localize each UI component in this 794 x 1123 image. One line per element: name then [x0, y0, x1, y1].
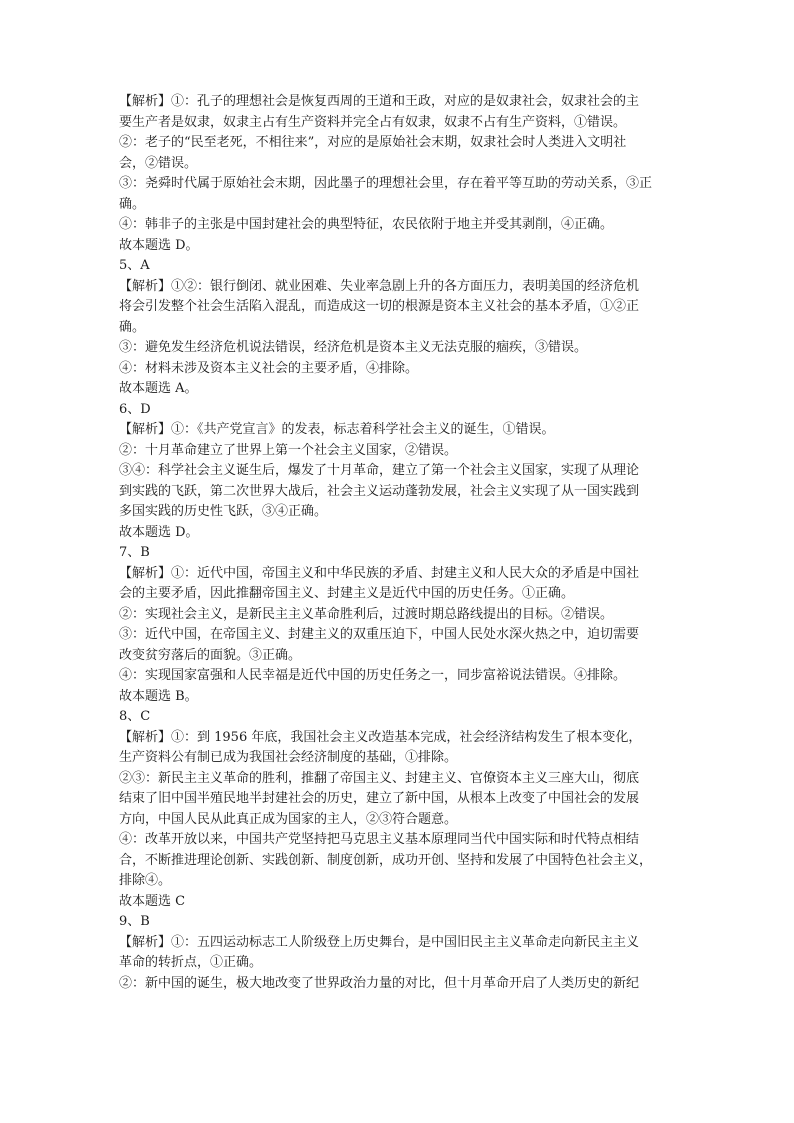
text-line: 【解析】①：五四运动标志工人阶级登上历史舞台，是中国旧民主主义革命走向新民主主义	[119, 934, 640, 950]
text-line: 故本题选 D。	[119, 524, 199, 540]
text-line: 革命的转折点，①正确。	[119, 955, 263, 970]
text-line: 将会引发整个社会生活陷入混乱，而造成这一切的根源是资本主义社会的基本矛盾，①②正	[119, 299, 640, 314]
text-line: ④：韩非子的主张是中国封建社会的典型特征，农民依附于地主并受其剥削，④正确。	[119, 217, 614, 232]
text-line: ②：实现社会主义，是新民主主义革命胜利后，过渡时期总路线提出的目标。②错误。	[119, 606, 614, 622]
text-line: 8、C	[119, 709, 151, 724]
text-line: ②：十月革命建立了世界上第一个社会主义国家，②错误。	[119, 442, 458, 458]
text-line: 到实践的飞跃，第二次世界大战后，社会主义运动蓬勃发展，社会主义实现了从一国实践到	[119, 483, 640, 499]
text-line: ④：改革开放以来，中国共产党坚持把马克思主义基本原理同当代中国实际和时代特点相结	[119, 832, 640, 847]
text-line: ③：近代中国，在帝国主义、封建主义的双重压迫下，中国人民处水深火热之中，迫切需要	[119, 627, 640, 642]
text-line: 【解析】①：孔子的理想社会是恢复西周的王道和王政，对应的是奴隶社会，奴隶社会的主	[119, 94, 640, 109]
text-line: 多国实践的历史性飞跃，③④正确。	[119, 504, 328, 519]
text-line: 【解析】①：《共产党宣言》的发表，标志着科学社会主义的诞生，①错误。	[119, 422, 555, 437]
text-line: 【解析】①②：银行倒闭、就业困难、失业率急剧上升的各方面压力，表明美国的经济危机	[119, 278, 640, 294]
text-line: 会的主要矛盾，因此推翻帝国主义、封建主义是近代中国的历史任务。①正确。	[119, 586, 575, 601]
text-line: ②：新中国的诞生，极大地改变了世界政治力量的对比，但十月革命开启了人类历史的新纪	[119, 975, 640, 991]
text-line: ③：避免发生经济危机说法错误，经济危机是资本主义无法克服的痼疾，③错误。	[119, 340, 588, 355]
text-line: 故本题选 D。	[119, 237, 199, 253]
document-body	[119, 92, 679, 994]
text-line: 方向，中国人民从此真正成为国家的主人，②③符合题意。	[119, 811, 458, 827]
text-line: 9、B	[119, 914, 150, 929]
text-line: 6、D	[119, 401, 151, 417]
text-line: 合，不断推进理论创新、实践创新、制度创新，成功开创、坚持和发展了中国特色社会主义，	[119, 852, 653, 868]
text-line: 结束了旧中国半殖民地半封建社会的历史，建立了新中国，从根本上改变了中国社会的发展	[119, 791, 640, 806]
text-line: 生产资料公有制已成为我国社会经济制度的基础，①排除。	[119, 750, 458, 765]
text-line: ③④：科学社会主义诞生后，爆发了十月革命，建立了第一个社会主义国家，实现了从理论	[119, 463, 640, 478]
text-line: ②③：新民主主义革命的胜利，推翻了帝国主义、封建主义、官僚资本主义三座大山，彻底	[119, 770, 640, 786]
text-line: 要生产者是奴隶，奴隶主占有生产资料并完全占有奴隶，奴隶不占有生产资料，①错误。	[119, 114, 627, 130]
text-line: 排除④。	[119, 873, 172, 888]
text-line: 改变贫穷落后的面貌。③正确。	[119, 647, 302, 663]
text-line: ④：材料未涉及资本主义社会的主要矛盾，④排除。	[119, 360, 419, 376]
text-line: 5、A	[119, 258, 150, 273]
text-line: 确。	[119, 196, 146, 212]
text-line: 故本题选 A。	[119, 381, 198, 396]
text-line: ②：老子的“民至老死，不相往来”，对应的是原始社会末期，奴隶社会时人类进入文明社	[119, 135, 627, 150]
text-line: ③：尧舜时代属于原始社会末期，因此墨子的理想社会里，存在着平等互助的劳动关系，③正	[119, 176, 653, 191]
text-line: 【解析】①：近代中国，帝国主义和中华民族的矛盾、封建主义和人民大众的矛盾是中国社	[119, 565, 640, 581]
text-line: 故本题选 C	[119, 893, 186, 909]
text-line: 7、B	[119, 545, 150, 560]
text-line: 【解析】①：到 1956 年底，我国社会主义改造基本完成，社会经济结构发生了根本变化，	[119, 729, 642, 745]
text-line: ④：实现国家富强和人民幸福是近代中国的历史任务之一，同步富裕说法错误。④排除。	[119, 668, 627, 683]
text-line: 会，②错误。	[119, 155, 198, 171]
text-line: 故本题选 B。	[119, 688, 198, 704]
text-line: 确。	[119, 319, 146, 335]
